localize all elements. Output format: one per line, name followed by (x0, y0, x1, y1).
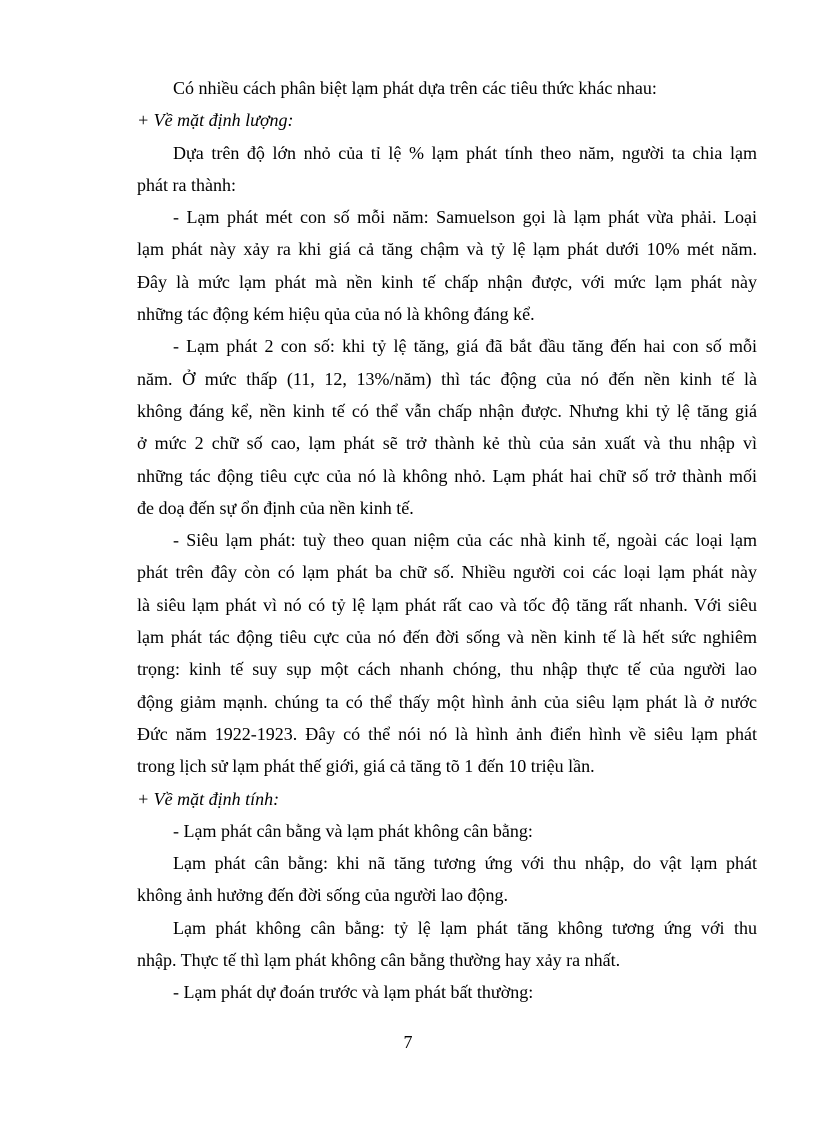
text-line: ở mức 2 chữ số cao, lạm phát sẽ trở thành kẻ thù của sản xuất và thu nhập vì (137, 433, 757, 454)
text-line: năm. Ở mức thấp (11, 12, 13%/năm) thì tác động của nó đến nền kinh tế là (137, 368, 757, 389)
text-line: phát ra thành: (137, 174, 236, 195)
text-line: những tác động kém hiệu qủa của nó là không đáng kể. (137, 304, 535, 325)
text-line: Đây là mức lạm phát mà nền kinh tế chấp nhận được, với mức lạm phát này (137, 271, 757, 292)
text-line: Lạm phát không cân bằng: tỷ lệ lạm phát tăng không tương ứng với thu (173, 917, 757, 938)
text-line: Dựa trên độ lớn nhỏ của tỉ lệ % lạm phát tính theo năm, người ta chia lạm (173, 142, 757, 163)
text-line: - Lạm phát dự đoán trước và lạm phát bất thường: (173, 982, 534, 1003)
text-line: không đáng kể, nền kinh tế có thể vẫn chấp nhận được. Nhưng khi tỷ lệ tăng giá (137, 400, 757, 421)
text-line: lạm phát tác động tiêu cực của nó đến đời sống và nền kinh tế là hết sức nghiêm (137, 627, 757, 648)
page-number: 7 (403, 1032, 413, 1052)
text-line: nhập. Thực tế thì lạm phát không cân bằng thường hay xảy ra nhất. (137, 950, 621, 971)
text-line: Đức năm 1922-1923. Đây có thể nói nó là hình ảnh điển hình về siêu lạm phát (137, 723, 757, 744)
intro-line: Có nhiều cách phân biệt lạm phát dựa trên các tiêu thức khác nhau: (173, 78, 657, 98)
text-line: Lạm phát cân bằng: khi nã tăng tương ứng với thu nhập, do vật lạm phát (173, 853, 757, 874)
text-line: - Siêu lạm phát: tuỳ theo quan niệm của các nhà kinh tế, ngoài các loại lạm (173, 530, 757, 551)
text-line: là siêu lạm phát vì nó có tỷ lệ lạm phát rất cao và tốc độ tăng rất nhanh. Với siêu (137, 594, 757, 615)
section-heading-qualitative: + Về mặt định tính: (137, 788, 280, 809)
body-text (137, 72, 757, 1009)
text-line: lạm phát này xảy ra khi giá cả tăng chậm và tỷ lệ lạm phát dưới 10% mét năm. (137, 239, 757, 260)
text-line: trọng: kinh tế suy sụp một cách nhanh chóng, thu nhập thực tế của người lao (137, 659, 757, 680)
text-line: trong lịch sử lạm phát thế giới, giá cả tăng tõ 1 đến 10 triệu lần. (137, 756, 595, 777)
text-line: - Lạm phát 2 con số: khi tỷ lệ tăng, giá đã bắt đầu tăng đến hai con số mỗi (173, 336, 757, 357)
text-line: động giảm mạnh. chúng ta có thể thấy một hình ảnh của siêu lạm phát là ở nước (137, 691, 757, 712)
section-heading-quantitative: + Về mặt định lượng: (137, 110, 294, 131)
text-line: đe doạ đến sự ổn định của nền kinh tế. (137, 497, 414, 518)
text-line: phát trên đây còn có lạm phát ba chữ số. Nhiều người coi các loại lạm phát này (137, 562, 757, 583)
text-line: - Lạm phát mét con số mỗi năm: Samuelson gọi là lạm phát vừa phải. Loại (173, 207, 757, 228)
text-line: những tác động tiêu cực của nó là không nhỏ. Lạm phát hai chữ số trở thành mối (137, 465, 757, 486)
text-line: không ảnh hưởng đến đời sống của người lao động. (137, 885, 509, 906)
text-line: - Lạm phát cân bằng và lạm phát không cân bằng: (173, 820, 533, 841)
